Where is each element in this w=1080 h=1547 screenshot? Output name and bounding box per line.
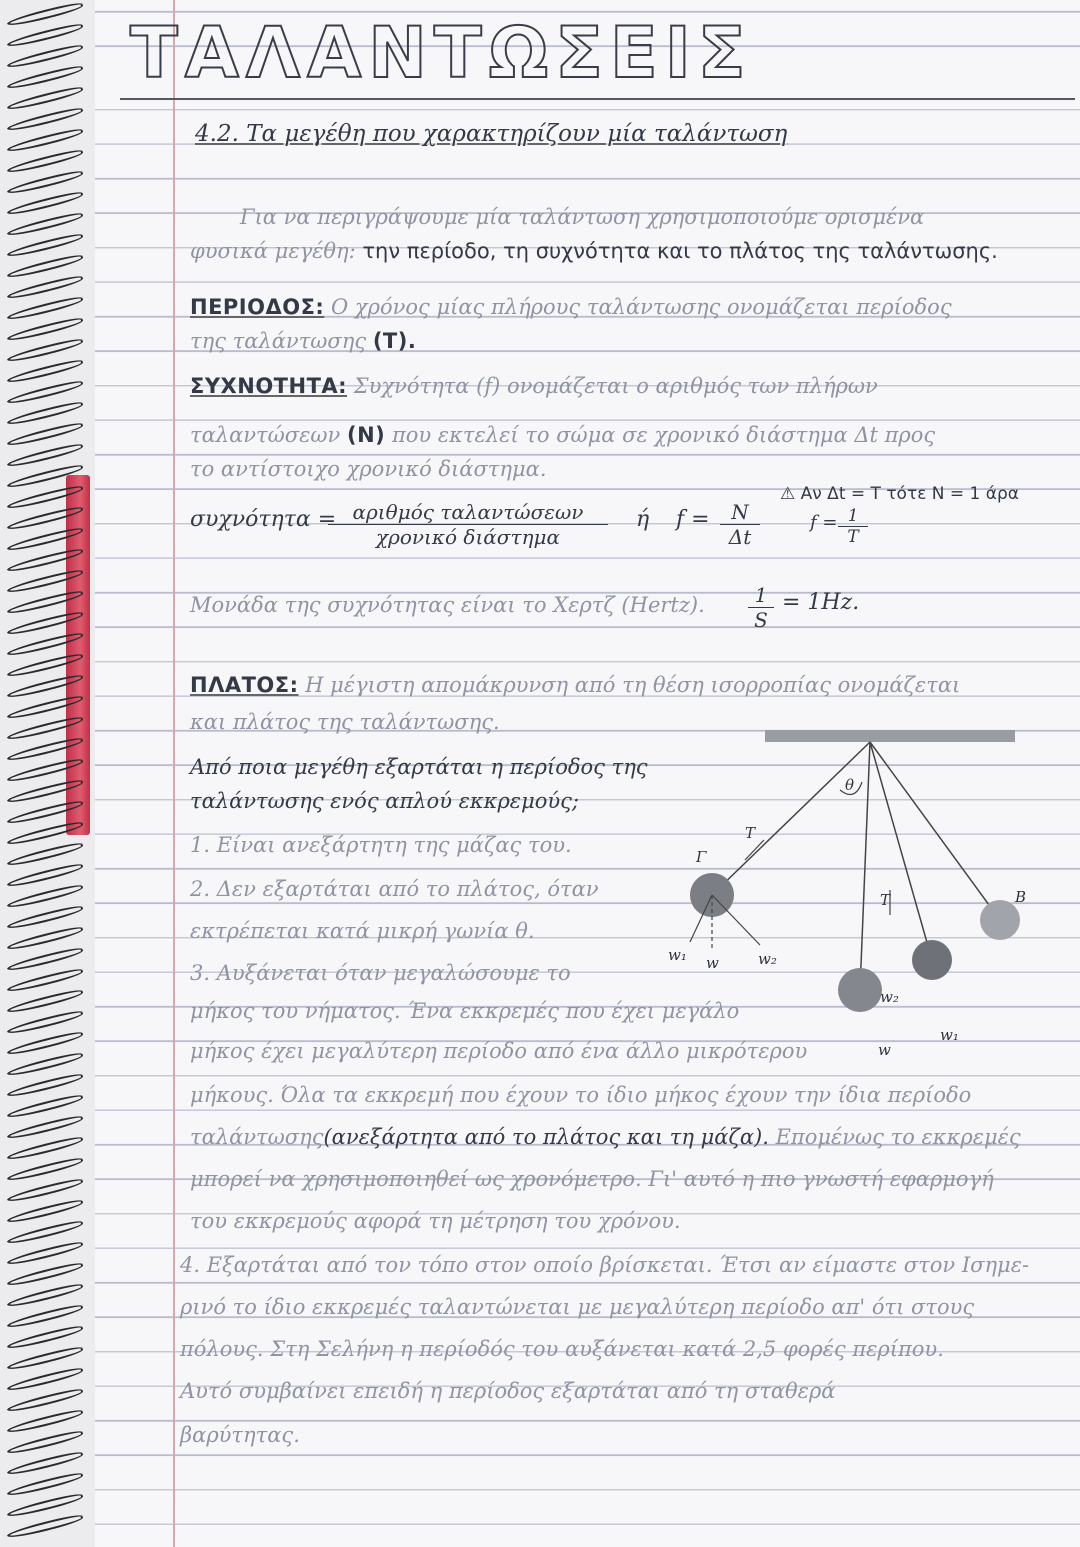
unit-fraction (748, 583, 774, 632)
f-eq: f = (676, 507, 710, 532)
point-4-line-2: ρινό το ίδιο εκκρεμές ταλαντώνεται με μεγαλύτερη περίοδο απ' ότι στους (180, 1295, 975, 1319)
unit-numerator: 1 (754, 583, 768, 607)
formula-lhs: συχνότητα = (190, 507, 337, 532)
title-underline (120, 98, 1075, 100)
question-line-1: Από ποια μεγέθη εξαρτάται η περίοδος της (190, 755, 648, 779)
unit-result: = 1Hz. (782, 590, 860, 615)
point-3-line-2: μήκος του νήματος. Ένα εκκρεμές που έχει μεγάλο (190, 999, 740, 1023)
period-line-1 (190, 290, 952, 324)
string-left (712, 742, 870, 895)
string-mid (870, 742, 932, 960)
point-3-line-4: μήκους. Όλα τα εκκρεμή που έχουν το ίδιο μήκος έχουν την ίδια περίοδο (190, 1083, 972, 1107)
b-label: B (1015, 888, 1027, 906)
period-symbol: (T). (372, 329, 417, 353)
point-3-line-6: μπορεί να χρησιμοποιηθεί ως χρονόμετρο. Γι' αυτό η πιο γνωστή εφαρμογή (190, 1167, 994, 1191)
margin-line (173, 0, 175, 1547)
note (780, 484, 1019, 504)
frequency-symbol-n: (N) (346, 423, 386, 447)
w1-label-2: w₁ (940, 1026, 959, 1044)
period-label: ΠΕΡΙΟΔΟΣ: (190, 295, 325, 319)
amplitude-text: Η μέγιστη απομάκρυνση από τη θέση ισορροπίας ονομάζεται (305, 673, 961, 697)
intro-line-1: Για να περιγράψουμε μία ταλάντωση χρησιμοποιούμε ορισμένα (240, 205, 925, 229)
tension-label: T (745, 824, 756, 842)
intro-line-2 (190, 234, 998, 268)
point-4-line-1: 4. Εξαρτάται από τον τόπο στον οποίο βρίσκεται. Έτσι αν είμαστε στον Ισημε- (180, 1253, 1030, 1277)
formula-or: ή (636, 507, 650, 532)
bob-center (838, 968, 882, 1012)
note-numerator: 1 (847, 506, 859, 526)
point-3-line-1: 3. Αυξάνεται όταν μεγαλώσουμε το (190, 961, 571, 985)
point-4-line-4: Αυτό συμβαίνει επειδή η περίοδος εξαρτάται από τη σταθερά (180, 1379, 836, 1403)
intro-prefix: φυσικά μεγέθη: (190, 239, 356, 263)
page-title: ΤΑΛΑΝΤΩΣΕΙΣ (130, 12, 753, 94)
unit-sentence: Μονάδα της συχνότητας είναι το Χερτζ (Hertz). (190, 593, 705, 617)
amplitude-line-2: και πλάτος της ταλάντωσης. (190, 710, 500, 734)
unit-denominator: S (748, 607, 774, 632)
gamma-label: Γ (696, 848, 707, 866)
period-text-2: της ταλάντωσης (190, 329, 367, 353)
formula-fraction (328, 500, 608, 549)
period-text: Ο χρόνος μίας πλήρους ταλάντωσης ονομάζεται περίοδος (331, 295, 952, 319)
amplitude-label: ΠΛΑΤΟΣ: (190, 673, 299, 697)
pendulum-diagram (640, 720, 1080, 1080)
warning-icon: ⚠ (780, 484, 796, 504)
note-fraction (838, 506, 868, 547)
string-center (860, 742, 870, 990)
frequency-text-c: που εκτελεί το σώμα σε χρονικό διάστημα Δt προς (391, 423, 936, 447)
spiral-binding (0, 0, 95, 1547)
point-2-line-1: 2. Δεν εξαρτάται από το πλάτος, όταν (190, 877, 599, 901)
w-label: w (706, 954, 719, 972)
formula-numerator: αριθμός ταλαντώσεων (352, 500, 584, 524)
frequency-line-2 (190, 418, 935, 452)
section-heading: 4.2. Τα μεγέθη που χαρακτηρίζουν μία ταλάντωση (195, 121, 788, 147)
question-line-2: ταλάντωσης ενός απλού εκκρεμούς; (190, 789, 579, 813)
unit-text (190, 588, 705, 622)
ceiling-support (765, 730, 1015, 742)
f-denominator: Δt (720, 524, 760, 549)
point-3-line-5 (190, 1120, 1021, 1154)
frequency-line-3: το αντίστοιχο χρονικό διάστημα. (190, 457, 547, 481)
point-3-line-3: μήκος έχει μεγαλύτερη περίοδο από ένα άλλο μικρότερου (190, 1039, 808, 1063)
point-3-cont: Επομένως το εκκρεμές (775, 1125, 1021, 1149)
point-4-line-5: βαρύτητας. (180, 1423, 300, 1447)
point-3-paren: (ανεξάρτητα από το πλάτος και τη μάζα). (323, 1125, 769, 1149)
w2-arrow (712, 895, 760, 945)
bob-mid (912, 940, 952, 980)
formula-denominator: χρονικό διάστημα (328, 524, 608, 549)
w2-label-2: w₂ (880, 988, 899, 1006)
point-3-line-7: του εκκρεμούς αφορά τη μέτρηση του χρόνου. (190, 1209, 681, 1233)
frequency-text-a: ταλαντώσεων (190, 423, 341, 447)
period-line-2 (190, 324, 416, 358)
intro-rest: την περίοδο, τη συχνότητα και το πλάτος της ταλάντωσης. (362, 239, 998, 263)
frequency-line-1 (190, 369, 878, 403)
f-numerator: N (731, 500, 749, 524)
theta-label: θ (845, 776, 855, 794)
bob-b (980, 900, 1020, 940)
f-fraction (720, 500, 760, 549)
point-3-word: ταλάντωσης (190, 1125, 324, 1149)
point-1: 1. Είναι ανεξάρτητη της μάζας του. (190, 833, 572, 857)
note-denominator: T (838, 526, 868, 547)
w2-label: w₂ (758, 950, 777, 968)
note-text: Αν Δt = T τότε N = 1 άρα (800, 484, 1019, 504)
w-label-2: w (878, 1041, 891, 1059)
spiral-coil (6, 1513, 84, 1541)
note-f: f = (810, 512, 838, 533)
tension-arrow (745, 840, 764, 860)
tension-label-2: T (880, 891, 891, 909)
frequency-text: Συχνότητα (f) ονομάζεται ο αριθμός των πλήρων (353, 374, 878, 398)
point-4-line-3: πόλους. Στη Σελήνη η περίοδός του αυξάνεται κατά 2,5 φορές περίπου. (180, 1337, 944, 1361)
w1-label: w₁ (668, 946, 687, 964)
point-2-line-2: εκτρέπεται κατά μικρή γωνία θ. (190, 919, 535, 943)
amplitude-line-1 (190, 668, 960, 702)
frequency-label: ΣΥΧΝΟΤΗΤΑ: (190, 374, 348, 398)
